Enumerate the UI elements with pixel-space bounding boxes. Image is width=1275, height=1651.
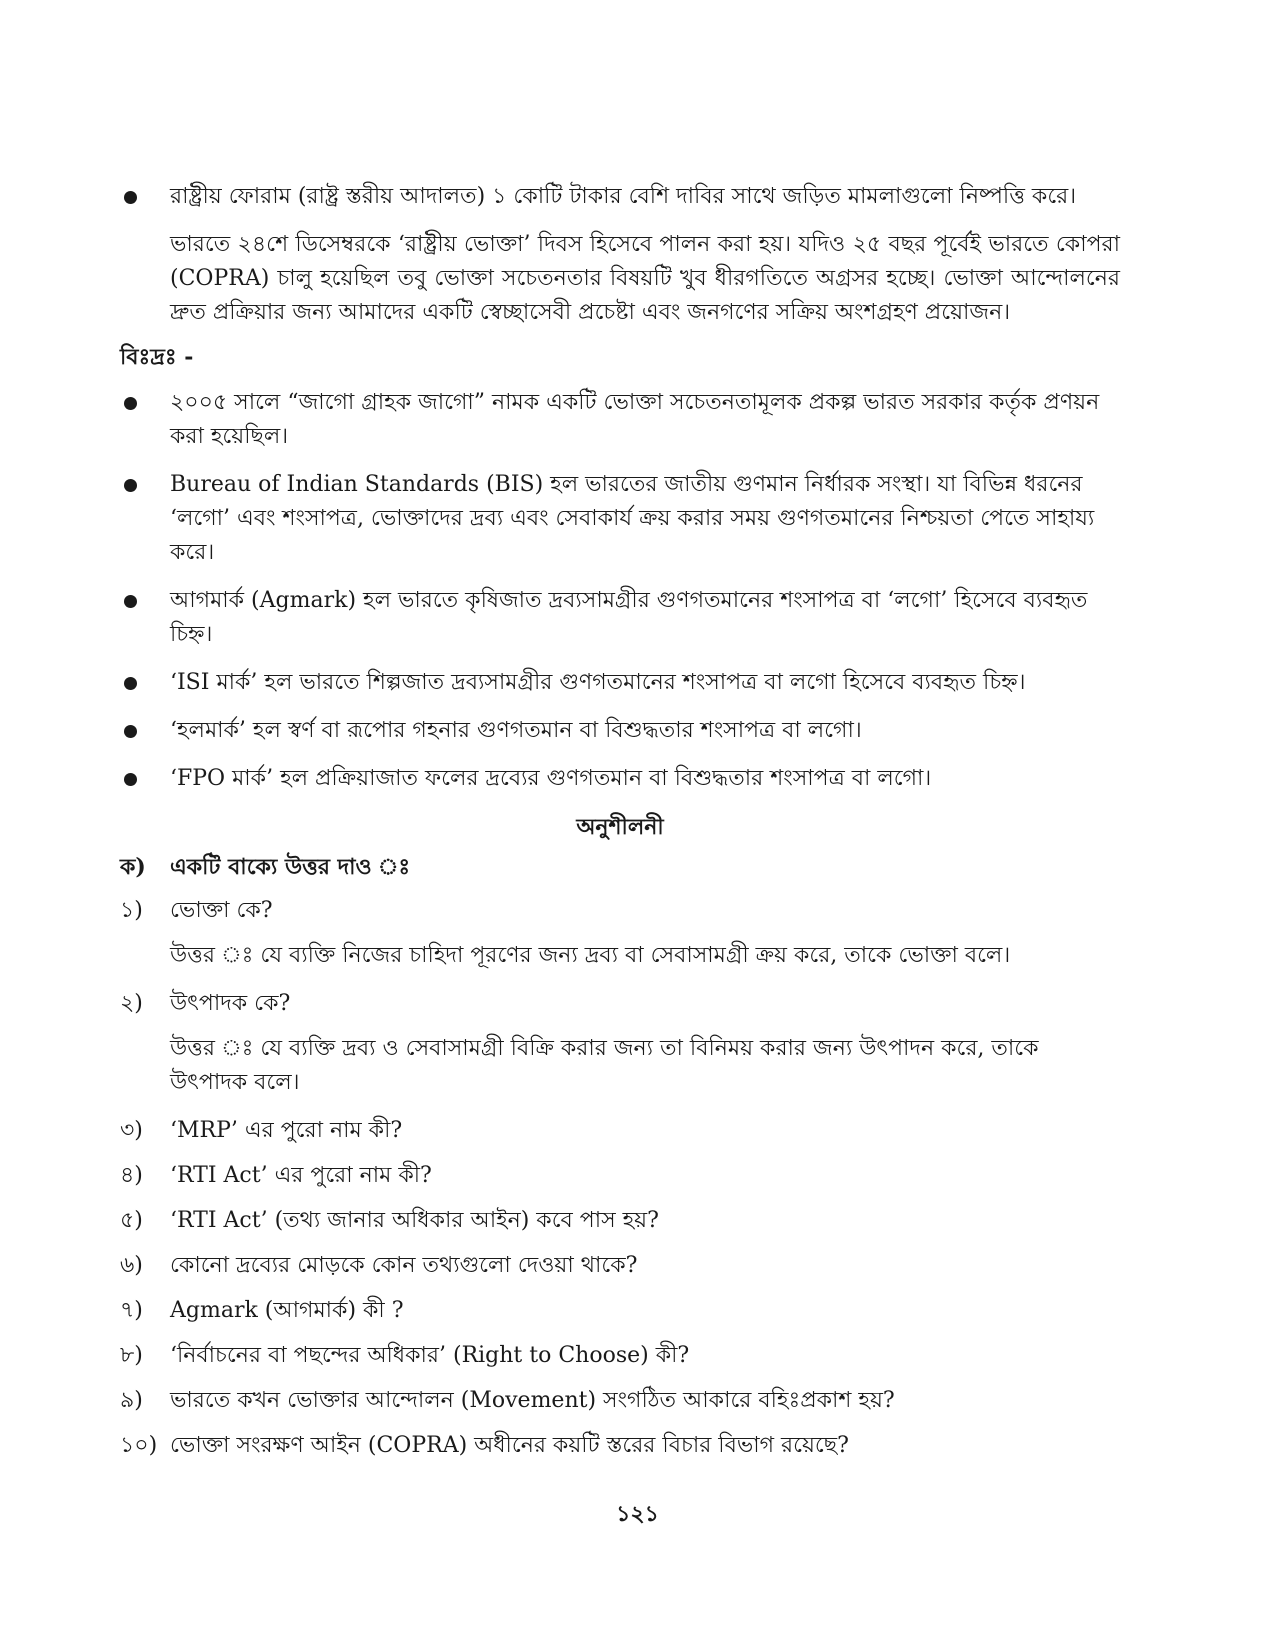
bullet-icon (124, 479, 137, 492)
question-item (120, 1429, 1120, 1463)
question-item (120, 1114, 1120, 1148)
bullet-text: ‘হলমার্ক’ হল স্বর্ণ বা রূপোর গহনার গুণগতমান বা বিশুদ্ধতার শংসাপত্র বা লগো। (170, 718, 862, 743)
question-text: ‘RTI Act’ (তথ্য জানার অধিকার আইন) কবে পাস হয়? (170, 1208, 659, 1233)
note-bullet (120, 386, 1120, 454)
note-bullet (120, 666, 1120, 700)
section-label: ক) (120, 854, 146, 880)
note-label: বিঃদ্রঃ - (120, 344, 194, 370)
note-bullet (120, 468, 1120, 570)
question-text: ‘MRP’ এর পুরো নাম কী? (170, 1118, 403, 1143)
question-text: ‘নির্বাচনের বা পছন্দের অধিকার’ (Right to Choose) কী? (170, 1343, 690, 1368)
bullet-icon (124, 191, 137, 204)
bullet-icon (124, 677, 137, 690)
page-content (120, 180, 1120, 1474)
bullet-text: আগমার্ক (Agmark) হল ভারতে কৃষিজাত দ্রব্যসামগ্রীর গুণগতমানের শংসাপত্র বা ‘লগো’ হিসেবে ব্যবহৃত চিহ্ন। (170, 588, 1088, 647)
note-bullet (120, 762, 1120, 796)
bullet-icon (124, 397, 137, 410)
question-item (120, 987, 1120, 1021)
question-number: ২) (120, 991, 143, 1016)
note-bullet (120, 714, 1120, 748)
answer-text: উত্তর ঃ যে ব্যক্তি নিজের চাহিদা পূরণের জন্য দ্রব্য বা সেবাসামগ্রী ক্রয় করে, তাকে ভোক্তা বলে। (170, 943, 1011, 968)
question-text: কোনো দ্রব্যের মোড়কে কোন তথ্যগুলো দেওয়া থাকে? (170, 1253, 638, 1278)
question-number: ১) (120, 898, 143, 923)
bullet-text: রাষ্ট্রীয় ফোরাম (রাষ্ট্র স্তরীয় আদালত) ১ কোটি টাকার বেশি দাবির সাথে জড়িত মামলাগুলো নিষ্পত্তি করে। (170, 184, 1077, 209)
question-number: ৬) (120, 1253, 143, 1278)
question-text: উৎপাদক কে? (170, 991, 291, 1016)
question-item (120, 1159, 1120, 1193)
bullet-text: ‘ISI মার্ক’ হল ভারতে শিল্পজাত দ্রব্যসামগ্রীর গুণগতমানের শংসাপত্র বা লগো হিসেবে ব্যবহৃত চিহ্ন। (170, 670, 1026, 695)
bullet-icon (124, 773, 137, 786)
section-heading (120, 850, 1120, 884)
question-item (120, 894, 1120, 928)
question-text: ভারতে কখন ভোক্তার আন্দোলন (Movement) সংগঠিত আকারে বহিঃপ্রকাশ হয়? (170, 1388, 895, 1413)
question-number: ৫) (120, 1208, 143, 1233)
question-item (120, 1204, 1120, 1238)
intro-paragraph: ভারতে ২৪শে ডিসেম্বরকে ‘রাষ্ট্রীয় ভোক্তা’ দিবস হিসেবে পালন করা হয়। যদিও ২৫ বছর পূর্বেই ভারতে কোপরা (COPRA) চালু হয়েছিল তবু ভোক্তা সচেতনতার বিষয়টি খুব ধীরগতিতে অগ্রসর হচ্ছে। ভোক্তা আন্দোলনের দ্রুত প্রক্রিয়ার জন্য আমাদের একটি স্বেচ্ছাসেবী প্রচেষ্টা এবং জনগণের সক্রিয় অংশগ্রহণ প্রয়োজন। (170, 232, 1120, 325)
exercise-title: অনুশীলনী (576, 814, 664, 840)
question-text: ‘RTI Act’ এর পুরো নাম কী? (170, 1163, 432, 1188)
question-number: ১০) (120, 1433, 158, 1458)
question-number: ৭) (120, 1298, 143, 1323)
question-number: ৪) (120, 1163, 143, 1188)
question-number: ৩) (120, 1118, 143, 1143)
section-text: একটি বাক্যে উত্তর দাও ঃ (170, 854, 411, 880)
page-number: ১২১ (616, 1501, 659, 1527)
question-number: ৮) (120, 1343, 143, 1368)
question-item (120, 1339, 1120, 1373)
bullet-text: ২০০৫ সালে “জাগো গ্রাহক জাগো” নামক একটি ভোক্তা সচেতনতামূলক প্রকল্প ভারত সরকার কর্তৃক প্রণয়ন করা হয়েছিল। (170, 390, 1100, 449)
question-number: ৯) (120, 1388, 143, 1413)
bullet-text: ‘FPO মার্ক’ হল প্রক্রিয়াজাত ফলের দ্রব্যের গুণগতমান বা বিশুদ্ধতার শংসাপত্র বা লগো। (170, 766, 932, 791)
bullet-icon (124, 725, 137, 738)
question-text: ভোক্তা কে? (170, 898, 273, 923)
question-item (120, 1384, 1120, 1418)
note-bullet (120, 584, 1120, 652)
question-text: Agmark (আগমার্ক) কী ? (170, 1298, 404, 1323)
bullet-item (120, 180, 1120, 214)
question-item (120, 1249, 1120, 1283)
question-item (120, 1294, 1120, 1328)
bullet-icon (124, 595, 137, 608)
question-text: ভোক্তা সংরক্ষণ আইন (COPRA) অধীনের কয়টি স্তরের বিচার বিভাগ রয়েছে? (170, 1433, 849, 1458)
answer-text: উত্তর ঃ যে ব্যক্তি দ্রব্য ও সেবাসামগ্রী বিক্রি করার জন্য তা বিনিময় করার জন্য উৎপাদন করে, তাকে উৎপাদক বলে। (170, 1036, 1039, 1095)
bullet-text: Bureau of Indian Standards (BIS) হল ভারতের জাতীয় গুণমান নির্ধারক সংস্থা। যা বিভিন্ন ধরনের ‘লগো’ এবং শংসাপত্র, ভোক্তাদের দ্রব্য এবং সেবাকার্য ক্রয় করার সময় গুণগতমানের নিশ্চয়তা পেতে সাহায্য করে। (170, 472, 1095, 565)
